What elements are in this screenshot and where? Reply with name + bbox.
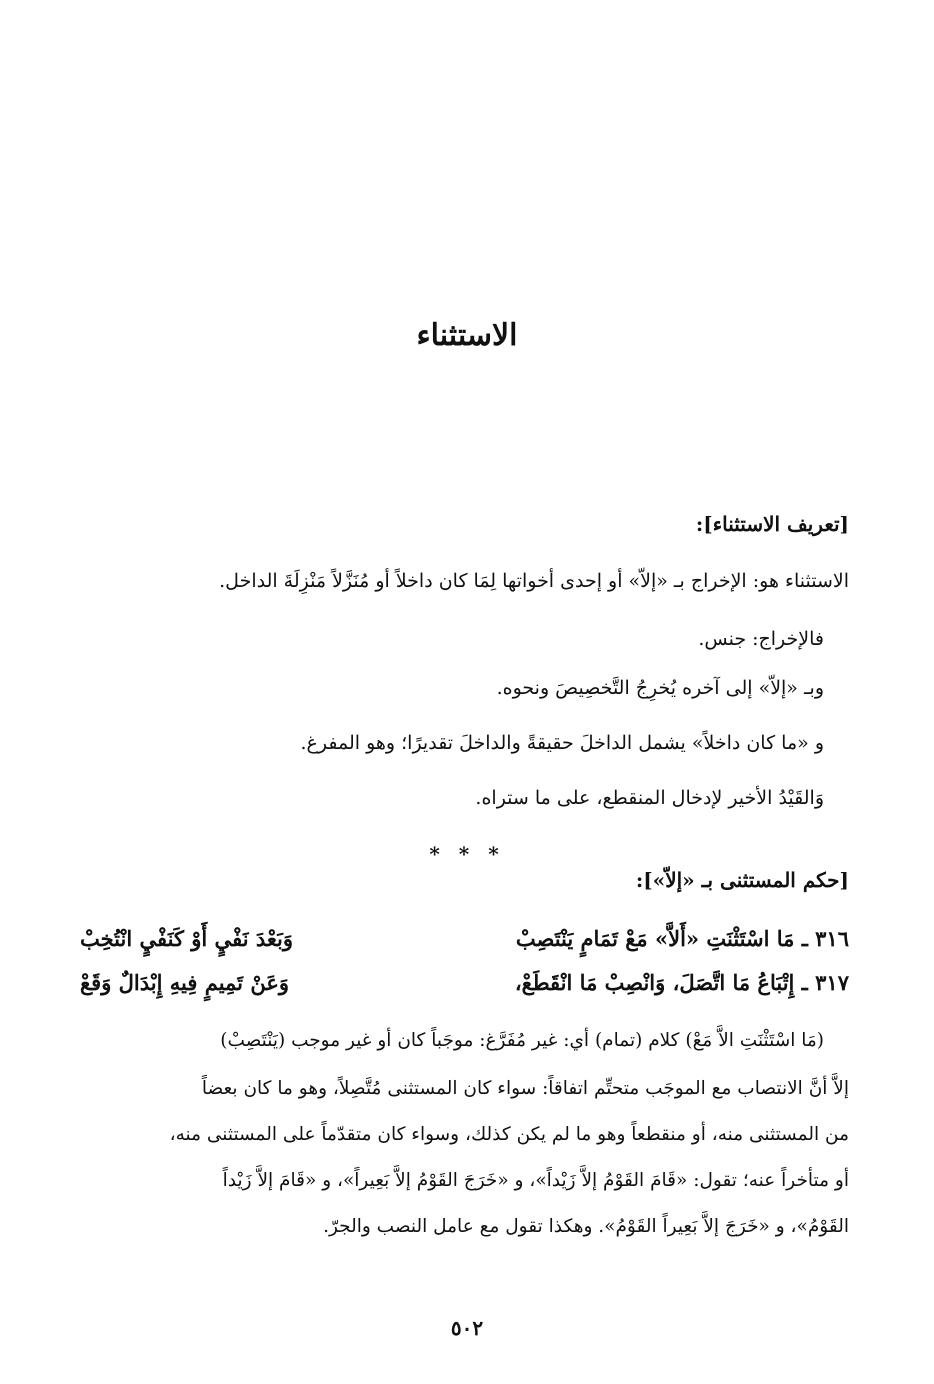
page-number: ٥٠٢	[450, 1316, 484, 1340]
ruling-heading: [حكم المستثنى بـ «إلاّ»]:	[635, 868, 849, 892]
verse-line	[80, 970, 849, 995]
commentary-line: إلاَّ أنَّ الانتصاب مع الموجَب متحتِّم اتفاقاً: سواء كان المستثنى مُتَّصِلاً، وهو ما كان بعضاً	[201, 1078, 849, 1099]
commentary-line: من المستثنى منه، أو منقطعاً وهو ما لم يكن كذلك، وسواء كان متقدّماً على المستثنى منه،	[169, 1124, 849, 1145]
definition-line-2: فالإخراج: جنس.	[698, 628, 824, 650]
section-separator: * * *	[429, 842, 505, 866]
verse-first-hemistich: ٣١٧ ـ إِتْبَاعُ مَا اتَّصَلَ، وَانْصِبْ مَا انْقَطَعْ،	[514, 970, 849, 995]
chapter-title: الاستثناء	[416, 318, 518, 353]
verse-first-hemistich: ٣١٦ ـ مَا اسْتَثْنَتِ «أَلاَّ» مَعْ تَمَامٍ يَنْتَصِبْ	[515, 926, 849, 951]
verse-second-hemistich: وَبَعْدَ نَفْيٍ أَوْ كَنَفْيٍ انْتُخِبْ	[80, 926, 293, 951]
definition-line-4: و «ما كان داخلاً» يشمل الداخلَ حقيقةً والداخلَ تقديرًا؛ وهو المفرغ.	[300, 732, 824, 754]
commentary-line: (مَا اسْتَثْنَتِ الاَّ مَعْ) كلام (تمام) أي: غير مُفَرَّغ: موجَباً كان أو غير موجب (يَنْتَصِبْ)	[220, 1030, 824, 1051]
verse-line	[80, 926, 849, 951]
definition-line-5: وَالقَيْدُ الأخير لإدخال المنقطع، على ما ستراه.	[475, 787, 824, 809]
definition-line-1: الاستثناء هو: الإخراج بـ «إلاّ» أو إحدى أخواتها لِمَا كان داخلاً أو مُنَزَّلاً مَنْزِلَةَ الداخل.	[219, 570, 849, 592]
verse-second-hemistich: وَعَنْ تَمِيمٍ فِيهِ إِبْدَالٌ وَقَعْ	[80, 970, 289, 995]
definition-heading: [تعريف الاستثناء]:	[695, 512, 849, 536]
commentary-line: أو متأخراً عنه؛ تقول: «قَامَ القَوْمُ إلاَّ زَيْداً»، و «خَرَجَ القَوْمُ إلاَّ بَعِيراً»، و «قَامَ إلاَّ زَيْداً	[222, 1170, 849, 1191]
commentary-line: القَوْمُ»، و «خَرَجَ إلاَّ بَعِيراً القَوْمُ». وهكذا تقول مع عامل النصب والجرّ.	[323, 1216, 849, 1237]
definition-line-3: وبـ «إلاّ» إلى آخره يُخرِجُ التَّخصِيصَ ونحوه.	[496, 677, 824, 699]
